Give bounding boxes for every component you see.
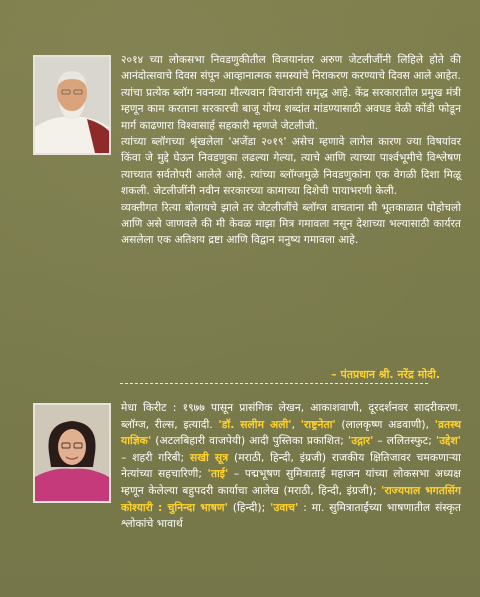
portrait-top-image — [35, 57, 109, 153]
bio-highlight-title: 'राज्यपाल भगतसिंग कोश्यारी : चुनिन्दा भाषण' — [121, 483, 461, 514]
bio-highlight-title: 'राष्ट्रनेता' — [300, 417, 336, 431]
bio-text-segment: (अटलबिहारी वाजपेयी) आदी पुस्तिका प्रकाशित; — [151, 434, 348, 448]
section-divider — [120, 383, 428, 384]
bio-text-segment: (हिन्दी); — [227, 500, 271, 514]
author-bio-text — [121, 400, 461, 533]
portrait-photo-bottom — [33, 403, 111, 503]
bio-highlight-title: 'व्रतस्थ याज्ञिक' — [121, 417, 462, 448]
endorsement-paragraph-4: व्यक्तीगत रित्या बोलायचे झाले तर जेटलीजींचे ब्लॉग्ज वाचताना मी भूतकाळात पोहोचलो आणि असे जाणवले की मी केवळ माझा मित्र गमावला नसून देशाच्या भल्यासाठी कार्यरत असलेला एक अतिशय द्रष्टा आणि विद्वान मनुष्य गमावला आहे. — [121, 201, 461, 247]
bio-text-segment: मेधा किरीट : १९७७ पासून प्रासंगिक लेखन, आकाशवाणी, दूरदर्शनवर सादरीकरण. ब्लॉग्ज, रील्स, इत्यादी. — [121, 401, 461, 431]
bio-highlight-title: 'उवाच' — [270, 500, 299, 514]
bio-text-segment: , — [291, 417, 301, 431]
bio-text-segment: (लालकृष्ण अडवाणी), — [335, 417, 435, 431]
bio-text-segment: (मराठी, हिन्दी, इंग्रजी) राजकीय क्षितिजावर चमकणाऱ्या नेत्यांच्या सहचारिणी; — [121, 450, 461, 481]
bio-highlight-title: 'डॉ. सलीम अली' — [218, 417, 292, 431]
bio-highlight-title: 'ताई' — [207, 467, 229, 481]
bio-text-segment: – शहरी गरिबी; — [121, 450, 190, 464]
bio-text-segment: – ललितस्फुट; — [373, 434, 436, 448]
endorsement-paragraph-1: २०१४ च्या लोकसभा निवडणुकीतील विजयानंतर अरुण जेटलीजींनी लिहिले होते की आनंदोत्सवाचे दिवस संपून आव्हानात्मक समस्यांचे निराकरण करण्याचे दिवस आले आहेत. — [121, 54, 461, 83]
bio-highlight-title: 'उद्गार' — [347, 434, 374, 448]
portrait-photo-top — [33, 55, 111, 155]
endorsement-paragraph-2: त्यांचा प्रत्येक ब्लॉग नवनव्या मौल्यवान विचारांनी समृद्ध आहे. केंद्र सरकारातील प्रमुख मंत्री म्हणून काम करताना सरकारची बाजू योग्य शब्दांत मांडण्यासाठी अवघड वेळी कोंडी फोडून मार्ग काढणारा विश्वासार्ह सहकारी म्हणजे जेटलीजी. — [121, 86, 461, 132]
portrait-bottom-image — [35, 405, 109, 501]
bio-highlight-title: सखी सूत्र — [189, 450, 229, 464]
endorsement-paragraph-3: त्यांच्या ब्लॉगच्या श्रृंखलेला 'अजेंडा २०१९' असेच म्हणावे लागेल कारण ज्या विषयांवर किंवा जे मुद्दे घेऊन निवडणुका लढल्या गेल्या, त्याचे आणि त्याच्या पार्श्वभूमीचे विश्लेषण त्याच्यात सर्वतोपरी आलेले आहे. त्यांच्या ब्लॉग्जमुळे निवडणुकांना एक वेगळी दिशा मिळू शकली. जेटलीजींनी नवीन सरकारच्या कामाच्या दिशेची पायाभरणी केली. — [121, 136, 461, 198]
author-bio-paragraph — [121, 400, 461, 533]
bio-highlight-title: 'उद्देश' — [435, 434, 461, 448]
endorsement-signature: – पंतप्रधान श्री. नरेंद्र मोदी. — [331, 368, 440, 381]
bio-text-segment: : मा. सुमित्राताईंच्या भाषणातील संस्कृत श्लोकांचे भावार्थ — [121, 500, 461, 531]
bio-text-segment: – पद्मभूषण सुमित्राताई महाजन यांच्या लोकसभा अध्यक्ष म्हणून केलेल्या बहुपदरी कार्याचा आलेख (मराठी, हिन्दी, इंग्रजी); — [121, 467, 461, 497]
endorsement-text — [121, 52, 461, 249]
